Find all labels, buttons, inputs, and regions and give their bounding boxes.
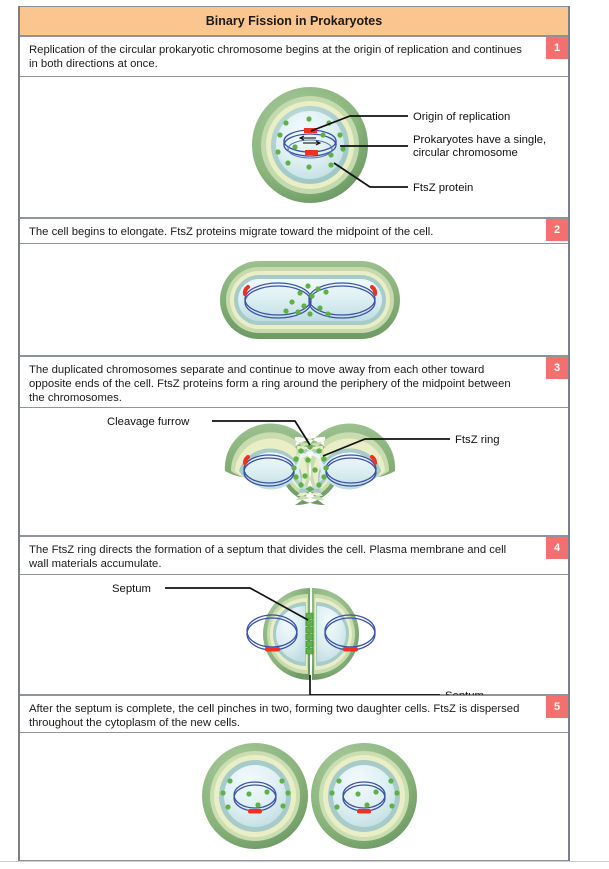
prokaryote-cell-stage-1 — [252, 87, 368, 203]
step-3-caption-text: The duplicated chromosomes separate and continue to move away from each other toward opposite ends of the cell. FtsZ proteins form a ring around the periphery of the midpoint between the chromosomes. — [29, 364, 511, 405]
step-2-diagram-panel — [20, 244, 568, 356]
step-5-caption-text: After the septum is complete, the cell pinches in two, forming two daughter cells. FtsZ is dispersed throughout the cytoplasm of the new cells. — [29, 703, 520, 730]
binary-fission-figure — [18, 6, 570, 861]
step-1-diagram-panel — [20, 77, 568, 218]
step-4-diagram — [20, 575, 568, 694]
step-3-diagram-panel — [20, 408, 568, 536]
daughter-cell-right — [312, 588, 375, 680]
label-origin-of-replication: Origin of replication — [413, 111, 511, 123]
daughter-cell-2 — [311, 743, 417, 849]
origin-of-replication-mark-bottom — [305, 150, 318, 155]
step-4-diagram-panel — [20, 575, 568, 695]
step-4-caption — [20, 536, 568, 575]
daughter-cell-1 — [202, 743, 308, 849]
step-5-badge: 5 — [546, 696, 568, 718]
step-5-caption — [20, 695, 568, 733]
step-2-caption-text: The cell begins to elongate. FtsZ proteins migrate toward the midpoint of the cell. — [29, 226, 434, 238]
page-bottom-rule — [0, 861, 609, 862]
step-3-badge: 3 — [546, 357, 568, 379]
prokaryote-cell-stage-3 — [225, 424, 395, 505]
step-2-diagram — [20, 244, 568, 355]
step-5-diagram — [20, 733, 568, 860]
origin-of-replication — [357, 809, 371, 814]
cytoplasm — [224, 765, 286, 827]
step-2-badge: 2 — [546, 219, 568, 241]
prokaryote-cell-stage-4 — [247, 588, 375, 680]
label-ftsz-protein: FtsZ protein — [413, 182, 474, 194]
step-1-badge: 1 — [546, 37, 568, 59]
origin-of-replication — [343, 647, 358, 652]
label-cleavage-furrow: Cleavage furrow — [107, 416, 190, 428]
daughter-cell-left — [247, 588, 310, 680]
step-4-badge: 4 — [546, 537, 568, 559]
label-septum-top: Septum — [112, 583, 151, 595]
step-1-diagram — [20, 77, 568, 217]
step-3-caption — [20, 356, 568, 408]
step-4-caption-text: The FtsZ ring directs the formation of a septum that divides the cell. Plasma membrane and cell wall materials accumulate. — [29, 544, 507, 571]
origin-of-replication — [265, 647, 280, 652]
prokaryote-cell-stage-2 — [220, 261, 400, 339]
step-1-caption-text: Replication of the circular prokaryotic chromosome begins at the origin of replication and continues in both directions at once. — [29, 44, 522, 71]
step-3-diagram — [20, 408, 568, 535]
page-title: Binary Fission in Prokaryotes — [205, 14, 383, 28]
cytoplasm — [333, 765, 395, 827]
step-2-caption — [20, 218, 568, 244]
figure-title-bar — [20, 6, 568, 36]
origin-of-replication — [248, 809, 262, 814]
label-chromosome-line1: Prokaryotes have a single, — [413, 134, 547, 146]
label-chromosome-line2: circular chromosome — [413, 147, 518, 159]
step-5-diagram-panel — [20, 733, 568, 861]
label-ftsz-ring: FtsZ ring — [455, 434, 500, 446]
step-1-caption — [20, 36, 568, 77]
